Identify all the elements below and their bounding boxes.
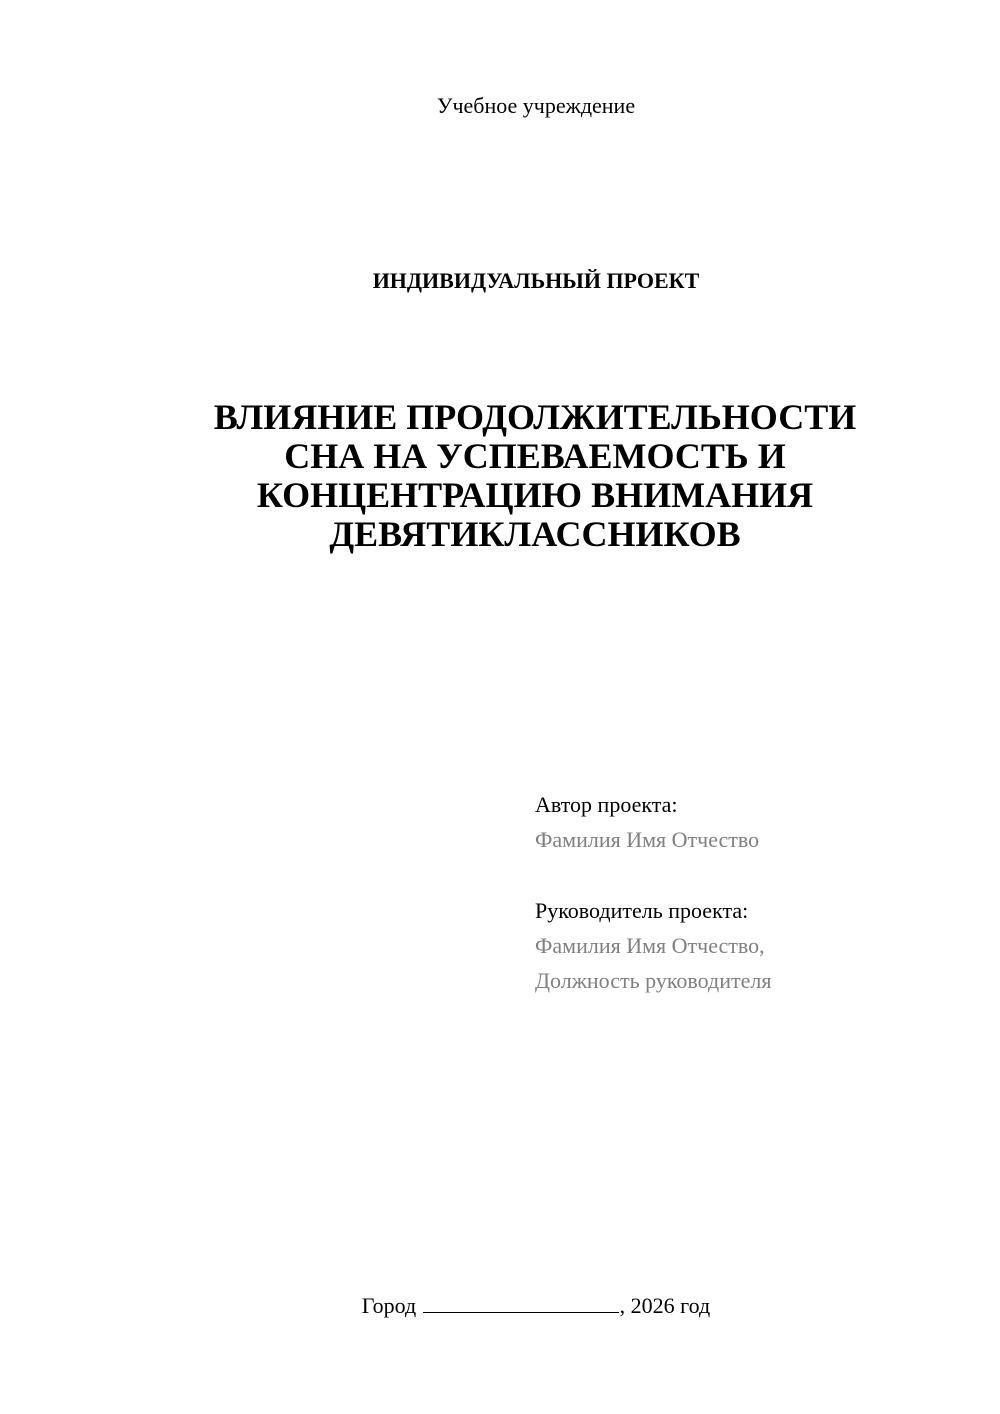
project-title-line: КОНЦЕНТРАЦИЮ ВНИМАНИЯ xyxy=(256,475,814,515)
author-name: Фамилия Имя Отчество xyxy=(535,827,760,852)
city-year-line xyxy=(0,1292,1000,1320)
project-title-line: ВЛИЯНИЕ ПРОДОЛЖИТЕЛЬНОСТИ xyxy=(213,397,857,437)
credits-spacer xyxy=(535,857,975,893)
project-credits xyxy=(535,787,975,998)
author-label: Автор проекта: xyxy=(535,792,678,817)
project-title-line: ДЕВЯТИКЛАССНИКОВ xyxy=(329,514,741,554)
city-blank-line xyxy=(423,1292,619,1313)
project-title-line: СНА НА УСПЕВАЕМОСТЬ И xyxy=(284,436,786,476)
supervisor-position: Должность руководителя xyxy=(535,968,772,993)
city-label: Город xyxy=(361,1293,417,1318)
year-text: , 2026 год xyxy=(619,1293,711,1318)
institution-name: Учебное учреждение xyxy=(436,93,636,118)
project-title xyxy=(130,398,940,554)
document-type: ИНДИВИДУАЛЬНЫЙ ПРОЕКТ xyxy=(372,268,700,293)
supervisor-label: Руководитель проекта: xyxy=(535,898,749,923)
supervisor-name: Фамилия Имя Отчество, xyxy=(535,933,765,958)
